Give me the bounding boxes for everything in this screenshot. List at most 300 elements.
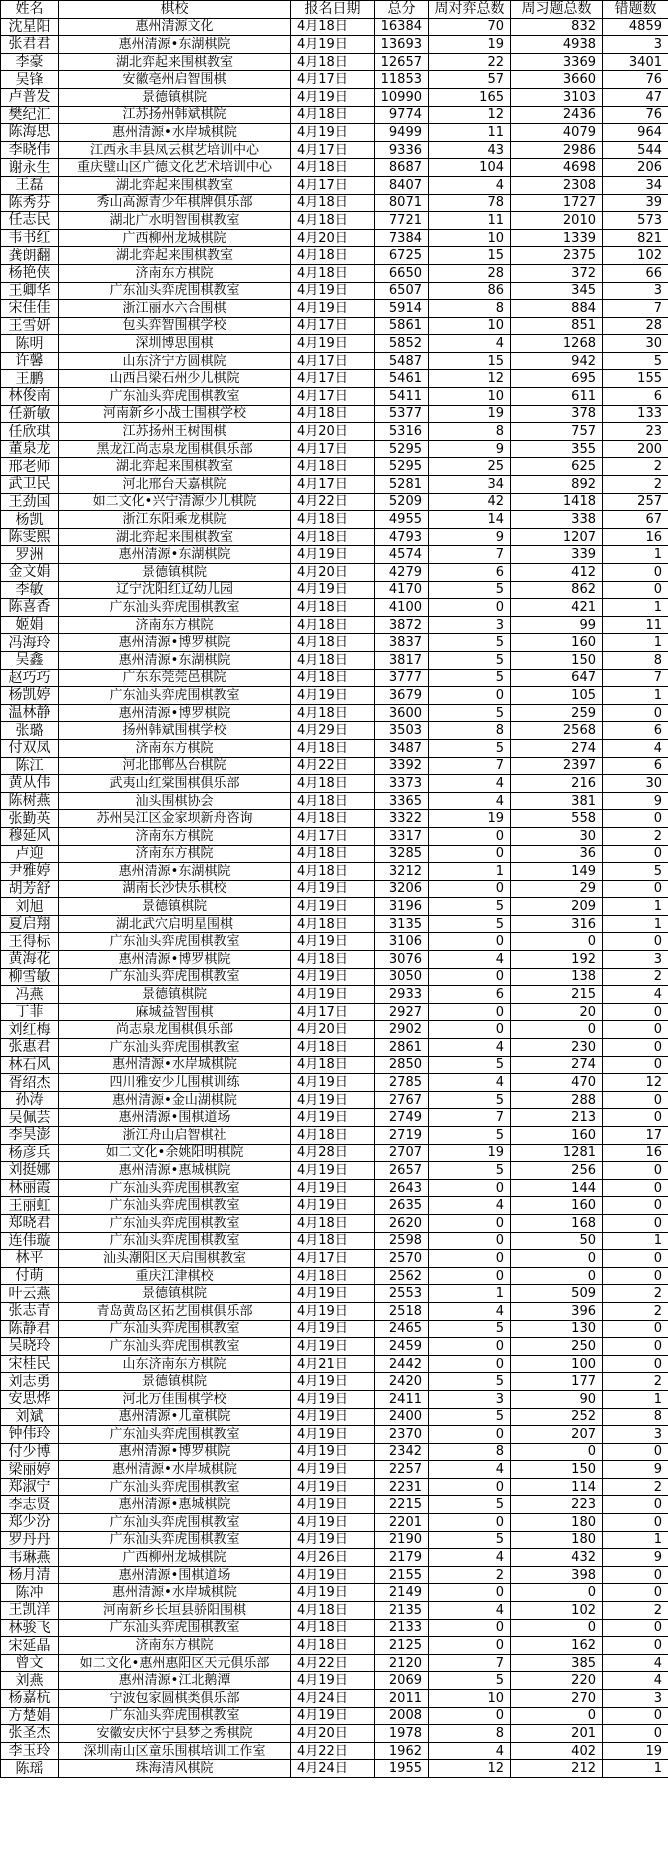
name-cell: 尹雅婷 [1, 863, 59, 881]
weekly-exercises-cell: 832 [511, 18, 603, 36]
weekly-exercises-cell: 2375 [511, 247, 603, 265]
total-score-cell: 6650 [375, 264, 429, 282]
school-cell: 惠州清源•博罗棋院 [59, 704, 291, 722]
weekly-exercises-cell: 0 [511, 1707, 603, 1725]
table-row [1, 335, 668, 353]
wrong-count-cell: 1 [603, 634, 668, 652]
name-cell: 李敏 [1, 581, 59, 599]
school-cell: 尚志泉龙围棋俱乐部 [59, 1021, 291, 1039]
name-cell: 夏启翔 [1, 915, 59, 933]
date-cell: 4月19日 [291, 1320, 375, 1338]
date-cell: 4月18日 [291, 264, 375, 282]
school-cell: 惠州清源•水岸城棋院 [59, 124, 291, 142]
weekly-exercises-cell: 884 [511, 300, 603, 318]
date-cell: 4月18日 [291, 1039, 375, 1057]
weekly-exercises-cell: 0 [511, 1584, 603, 1602]
weekly-exercises-cell: 0 [511, 1021, 603, 1039]
date-cell: 4月17日 [291, 476, 375, 494]
table-row [1, 880, 668, 898]
weekly-games-cell: 0 [429, 1214, 511, 1232]
date-cell: 4月22日 [291, 1742, 375, 1760]
total-score-cell: 3317 [375, 827, 429, 845]
weekly-exercises-cell: 316 [511, 915, 603, 933]
school-cell: 济南东方棋院 [59, 827, 291, 845]
weekly-exercises-cell: 192 [511, 951, 603, 969]
wrong-count-cell: 0 [603, 1514, 668, 1532]
wrong-count-cell: 0 [603, 933, 668, 951]
name-cell: 郑晓君 [1, 1214, 59, 1232]
table-row [1, 1602, 668, 1620]
name-cell: 张璐 [1, 722, 59, 740]
total-score-cell: 3487 [375, 739, 429, 757]
name-cell: 张君君 [1, 36, 59, 54]
total-score-cell: 7721 [375, 212, 429, 230]
total-score-cell: 5487 [375, 352, 429, 370]
total-score-cell: 9774 [375, 106, 429, 124]
total-score-cell: 2553 [375, 1285, 429, 1303]
wrong-count-cell: 0 [603, 1162, 668, 1180]
weekly-games-cell: 4 [429, 1549, 511, 1567]
weekly-games-cell: 5 [429, 915, 511, 933]
header-weekly-games: 周对弈总数 [429, 1, 511, 19]
wrong-count-cell: 2 [603, 476, 668, 494]
name-cell: 李玉玲 [1, 1742, 59, 1760]
weekly-games-cell: 5 [429, 1531, 511, 1549]
name-cell: 宋延晶 [1, 1637, 59, 1655]
name-cell: 李晓伟 [1, 141, 59, 159]
weekly-exercises-cell: 3660 [511, 71, 603, 89]
total-score-cell: 3373 [375, 775, 429, 793]
date-cell: 4月19日 [291, 335, 375, 353]
table-row [1, 370, 668, 388]
name-cell: 许馨 [1, 352, 59, 370]
wrong-count-cell: 6 [603, 757, 668, 775]
date-cell: 4月18日 [291, 511, 375, 529]
total-score-cell: 8407 [375, 176, 429, 194]
total-score-cell: 4574 [375, 546, 429, 564]
total-score-cell: 1978 [375, 1725, 429, 1743]
wrong-count-cell: 3 [603, 1690, 668, 1708]
total-score-cell: 13693 [375, 36, 429, 54]
wrong-count-cell: 8 [603, 1408, 668, 1426]
date-cell: 4月19日 [291, 1390, 375, 1408]
weekly-exercises-cell: 695 [511, 370, 603, 388]
weekly-exercises-cell: 2308 [511, 176, 603, 194]
table-row [1, 1214, 668, 1232]
school-cell: 河南新乡长垣县骄阳围棋 [59, 1602, 291, 1620]
wrong-count-cell: 28 [603, 317, 668, 335]
table-row [1, 1760, 668, 1778]
table-row [1, 1250, 668, 1268]
name-cell: 张圣杰 [1, 1725, 59, 1743]
wrong-count-cell: 5 [603, 863, 668, 881]
date-cell: 4月19日 [291, 282, 375, 300]
date-cell: 4月19日 [291, 1302, 375, 1320]
wrong-count-cell: 0 [603, 564, 668, 582]
date-cell: 4月18日 [291, 1637, 375, 1655]
date-cell: 4月19日 [291, 933, 375, 951]
weekly-games-cell: 5 [429, 1127, 511, 1145]
wrong-count-cell: 0 [603, 810, 668, 828]
school-cell: 湖北广水明智围棋教室 [59, 212, 291, 230]
wrong-count-cell: 0 [603, 1039, 668, 1057]
name-cell: 丁菲 [1, 1003, 59, 1021]
total-score-cell: 2927 [375, 1003, 429, 1021]
weekly-exercises-cell: 355 [511, 440, 603, 458]
weekly-games-cell: 43 [429, 141, 511, 159]
weekly-games-cell: 0 [429, 1707, 511, 1725]
wrong-count-cell: 2 [603, 1302, 668, 1320]
name-cell: 郑少汾 [1, 1514, 59, 1532]
weekly-exercises-cell: 402 [511, 1742, 603, 1760]
weekly-games-cell: 5 [429, 1091, 511, 1109]
weekly-exercises-cell: 209 [511, 898, 603, 916]
weekly-games-cell: 25 [429, 458, 511, 476]
total-score-cell: 5295 [375, 440, 429, 458]
wrong-count-cell: 4859 [603, 18, 668, 36]
total-score-cell: 4279 [375, 564, 429, 582]
name-cell: 陈瑶 [1, 1760, 59, 1778]
total-score-cell: 3817 [375, 651, 429, 669]
wrong-count-cell: 3 [603, 951, 668, 969]
table-row [1, 845, 668, 863]
school-cell: 珠海清风棋院 [59, 1760, 291, 1778]
weekly-games-cell: 70 [429, 18, 511, 36]
table-row [1, 18, 668, 36]
table-row [1, 898, 668, 916]
table-body [1, 18, 668, 1777]
weekly-exercises-cell: 509 [511, 1285, 603, 1303]
name-cell: 陈江 [1, 757, 59, 775]
date-cell: 4月17日 [291, 71, 375, 89]
school-cell: 湖北弈起来围棋教室 [59, 53, 291, 71]
total-score-cell: 2008 [375, 1707, 429, 1725]
date-cell: 4月28日 [291, 1144, 375, 1162]
school-cell: 江苏扬州韩斌棋院 [59, 106, 291, 124]
wrong-count-cell: 3401 [603, 53, 668, 71]
weekly-exercises-cell: 3103 [511, 88, 603, 106]
name-cell: 董泉龙 [1, 440, 59, 458]
total-score-cell: 5316 [375, 423, 429, 441]
weekly-games-cell: 42 [429, 493, 511, 511]
table-row [1, 581, 668, 599]
table-row [1, 968, 668, 986]
school-cell: 广东汕头弈虎围棋教室 [59, 968, 291, 986]
total-score-cell: 5461 [375, 370, 429, 388]
total-score-cell: 2125 [375, 1637, 429, 1655]
weekly-games-cell: 5 [429, 739, 511, 757]
weekly-exercises-cell: 339 [511, 546, 603, 564]
school-cell: 景德镇棋院 [59, 564, 291, 582]
weekly-exercises-cell: 150 [511, 1461, 603, 1479]
school-cell: 惠州清源•惠城棋院 [59, 1496, 291, 1514]
wrong-count-cell: 964 [603, 124, 668, 142]
table-row [1, 88, 668, 106]
table-row [1, 1690, 668, 1708]
table-row [1, 282, 668, 300]
weekly-games-cell: 10 [429, 1690, 511, 1708]
total-score-cell: 10990 [375, 88, 429, 106]
wrong-count-cell: 0 [603, 880, 668, 898]
school-cell: 如二文化•余姚阳明棋院 [59, 1144, 291, 1162]
wrong-count-cell: 0 [603, 704, 668, 722]
table-row [1, 1390, 668, 1408]
wrong-count-cell: 23 [603, 423, 668, 441]
name-cell: 张惠君 [1, 1039, 59, 1057]
weekly-games-cell: 0 [429, 1584, 511, 1602]
date-cell: 4月17日 [291, 176, 375, 194]
name-cell: 金文娟 [1, 564, 59, 582]
header-weekly-exercises: 周习题总数 [511, 1, 603, 19]
wrong-count-cell: 0 [603, 1214, 668, 1232]
total-score-cell: 2400 [375, 1408, 429, 1426]
header-wrong-count: 错题数 [603, 1, 668, 19]
table-row [1, 1531, 668, 1549]
wrong-count-cell: 133 [603, 405, 668, 423]
wrong-count-cell: 0 [603, 1021, 668, 1039]
school-cell: 惠州清源•围棋道场 [59, 1109, 291, 1127]
wrong-count-cell: 0 [603, 1443, 668, 1461]
school-cell: 广东汕头弈虎围棋教室 [59, 1707, 291, 1725]
weekly-exercises-cell: 378 [511, 405, 603, 423]
total-score-cell: 8071 [375, 194, 429, 212]
weekly-exercises-cell: 207 [511, 1426, 603, 1444]
name-cell: 王鹏 [1, 370, 59, 388]
wrong-count-cell: 0 [603, 1637, 668, 1655]
weekly-exercises-cell: 20 [511, 1003, 603, 1021]
date-cell: 4月18日 [291, 247, 375, 265]
total-score-cell: 1955 [375, 1760, 429, 1778]
total-score-cell: 2420 [375, 1373, 429, 1391]
date-cell: 4月18日 [291, 1127, 375, 1145]
weekly-exercises-cell: 398 [511, 1566, 603, 1584]
wrong-count-cell: 0 [603, 1619, 668, 1637]
school-cell: 广东汕头弈虎围棋教室 [59, 388, 291, 406]
table-row [1, 440, 668, 458]
total-score-cell: 2657 [375, 1162, 429, 1180]
school-cell: 惠州清源•江北鹅潭 [59, 1672, 291, 1690]
weekly-exercises-cell: 338 [511, 511, 603, 529]
weekly-games-cell: 4 [429, 792, 511, 810]
school-cell: 广东汕头弈虎围棋教室 [59, 1214, 291, 1232]
total-score-cell: 3503 [375, 722, 429, 740]
name-cell: 龚朗翻 [1, 247, 59, 265]
wrong-count-cell: 2 [603, 1285, 668, 1303]
name-cell: 刘燕 [1, 1672, 59, 1690]
date-cell: 4月18日 [291, 1602, 375, 1620]
school-cell: 山东济宁方圆棋院 [59, 352, 291, 370]
school-cell: 湖北弈起来围棋教室 [59, 528, 291, 546]
table-row [1, 687, 668, 705]
date-cell: 4月18日 [291, 212, 375, 230]
name-cell: 胥绍杰 [1, 1074, 59, 1092]
wrong-count-cell: 821 [603, 229, 668, 247]
date-cell: 4月19日 [291, 1584, 375, 1602]
wrong-count-cell: 1 [603, 898, 668, 916]
table-row [1, 1514, 668, 1532]
total-score-cell: 2861 [375, 1039, 429, 1057]
weekly-games-cell: 0 [429, 1250, 511, 1268]
weekly-games-cell: 0 [429, 1619, 511, 1637]
name-cell: 杨凯婷 [1, 687, 59, 705]
date-cell: 4月18日 [291, 704, 375, 722]
table-row [1, 810, 668, 828]
weekly-games-cell: 3 [429, 1390, 511, 1408]
wrong-count-cell: 4 [603, 739, 668, 757]
weekly-games-cell: 12 [429, 106, 511, 124]
wrong-count-cell: 0 [603, 1707, 668, 1725]
wrong-count-cell: 9 [603, 792, 668, 810]
name-cell: 林骏飞 [1, 1619, 59, 1637]
school-cell: 景德镇棋院 [59, 88, 291, 106]
weekly-games-cell: 14 [429, 511, 511, 529]
weekly-exercises-cell: 213 [511, 1109, 603, 1127]
table-row [1, 1408, 668, 1426]
table-row [1, 1742, 668, 1760]
weekly-exercises-cell: 1207 [511, 528, 603, 546]
table-row [1, 1267, 668, 1285]
weekly-exercises-cell: 2986 [511, 141, 603, 159]
weekly-exercises-cell: 625 [511, 458, 603, 476]
weekly-exercises-cell: 201 [511, 1725, 603, 1743]
weekly-exercises-cell: 372 [511, 264, 603, 282]
total-score-cell: 2257 [375, 1461, 429, 1479]
school-cell: 景德镇棋院 [59, 898, 291, 916]
school-cell: 景德镇棋院 [59, 1373, 291, 1391]
wrong-count-cell: 155 [603, 370, 668, 388]
school-cell: 惠州清源•围棋道场 [59, 1566, 291, 1584]
school-cell: 河南新乡小战士围棋学校 [59, 405, 291, 423]
school-cell: 秀山高源青少年棋牌俱乐部 [59, 194, 291, 212]
wrong-count-cell: 200 [603, 440, 668, 458]
name-cell: 罗丹丹 [1, 1531, 59, 1549]
weekly-exercises-cell: 100 [511, 1355, 603, 1373]
school-cell: 惠州清源•儿童棋院 [59, 1408, 291, 1426]
weekly-exercises-cell: 212 [511, 1760, 603, 1778]
table-row [1, 476, 668, 494]
school-cell: 广东汕头弈虎围棋教室 [59, 1197, 291, 1215]
name-cell: 姬娟 [1, 616, 59, 634]
weekly-games-cell: 0 [429, 1003, 511, 1021]
weekly-games-cell: 0 [429, 827, 511, 845]
date-cell: 4月21日 [291, 1355, 375, 1373]
weekly-games-cell: 8 [429, 300, 511, 318]
table-row [1, 71, 668, 89]
total-score-cell: 5295 [375, 458, 429, 476]
weekly-games-cell: 4 [429, 775, 511, 793]
wrong-count-cell: 11 [603, 616, 668, 634]
total-score-cell: 6725 [375, 247, 429, 265]
table-row [1, 651, 668, 669]
wrong-count-cell: 1 [603, 1390, 668, 1408]
total-score-cell: 2635 [375, 1197, 429, 1215]
weekly-games-cell: 12 [429, 1760, 511, 1778]
date-cell: 4月18日 [291, 1214, 375, 1232]
date-cell: 4月20日 [291, 564, 375, 582]
school-cell: 浙江丽水六合围棋 [59, 300, 291, 318]
weekly-exercises-cell: 892 [511, 476, 603, 494]
wrong-count-cell: 4 [603, 986, 668, 1004]
total-score-cell: 2201 [375, 1514, 429, 1532]
wrong-count-cell: 67 [603, 511, 668, 529]
weekly-games-cell: 0 [429, 599, 511, 617]
total-score-cell: 3392 [375, 757, 429, 775]
name-cell: 付双凤 [1, 739, 59, 757]
weekly-exercises-cell: 180 [511, 1531, 603, 1549]
weekly-games-cell: 5 [429, 634, 511, 652]
name-cell: 胡芳舒 [1, 880, 59, 898]
name-cell: 冯海玲 [1, 634, 59, 652]
date-cell: 4月17日 [291, 352, 375, 370]
date-cell: 4月18日 [291, 810, 375, 828]
weekly-exercises-cell: 105 [511, 687, 603, 705]
table-row [1, 493, 668, 511]
wrong-count-cell: 2 [603, 1602, 668, 1620]
table-row [1, 212, 668, 230]
total-score-cell: 2620 [375, 1214, 429, 1232]
date-cell: 4月20日 [291, 229, 375, 247]
wrong-count-cell: 1 [603, 546, 668, 564]
table-row [1, 1039, 668, 1057]
table-row [1, 1549, 668, 1567]
date-cell: 4月19日 [291, 1707, 375, 1725]
name-cell: 宋桂民 [1, 1355, 59, 1373]
total-score-cell: 2231 [375, 1478, 429, 1496]
name-cell: 陈海思 [1, 124, 59, 142]
school-cell: 河北万佳围棋学校 [59, 1390, 291, 1408]
total-score-cell: 2155 [375, 1566, 429, 1584]
name-cell: 刘挺娜 [1, 1162, 59, 1180]
name-cell: 邢老师 [1, 458, 59, 476]
name-cell: 陈静君 [1, 1320, 59, 1338]
date-cell: 4月18日 [291, 53, 375, 71]
school-cell: 辽宁沈阳红辽幼儿园 [59, 581, 291, 599]
weekly-exercises-cell: 3369 [511, 53, 603, 71]
wrong-count-cell: 16 [603, 1144, 668, 1162]
wrong-count-cell: 16 [603, 528, 668, 546]
school-cell: 广东汕头弈虎围棋教室 [59, 1232, 291, 1250]
date-cell: 4月19日 [291, 36, 375, 54]
weekly-games-cell: 12 [429, 370, 511, 388]
table-row [1, 1373, 668, 1391]
total-score-cell: 5377 [375, 405, 429, 423]
weekly-games-cell: 4 [429, 1461, 511, 1479]
table-row [1, 775, 668, 793]
name-cell: 王丽虹 [1, 1197, 59, 1215]
weekly-exercises-cell: 470 [511, 1074, 603, 1092]
table-row [1, 528, 668, 546]
header-row [1, 1, 668, 19]
total-score-cell: 16384 [375, 18, 429, 36]
weekly-exercises-cell: 345 [511, 282, 603, 300]
weekly-games-cell: 7 [429, 546, 511, 564]
table-row [1, 634, 668, 652]
weekly-games-cell: 15 [429, 247, 511, 265]
name-cell: 卢迎 [1, 845, 59, 863]
name-cell: 王雪妍 [1, 317, 59, 335]
total-score-cell: 2011 [375, 1690, 429, 1708]
date-cell: 4月18日 [291, 739, 375, 757]
weekly-games-cell: 78 [429, 194, 511, 212]
weekly-games-cell: 0 [429, 1355, 511, 1373]
weekly-exercises-cell: 177 [511, 1373, 603, 1391]
school-cell: 汕头围棋协会 [59, 792, 291, 810]
name-cell: 卢普发 [1, 88, 59, 106]
total-score-cell: 3872 [375, 616, 429, 634]
school-cell: 广东汕头弈虎围棋教室 [59, 1514, 291, 1532]
total-score-cell: 3777 [375, 669, 429, 687]
wrong-count-cell: 1 [603, 1232, 668, 1250]
